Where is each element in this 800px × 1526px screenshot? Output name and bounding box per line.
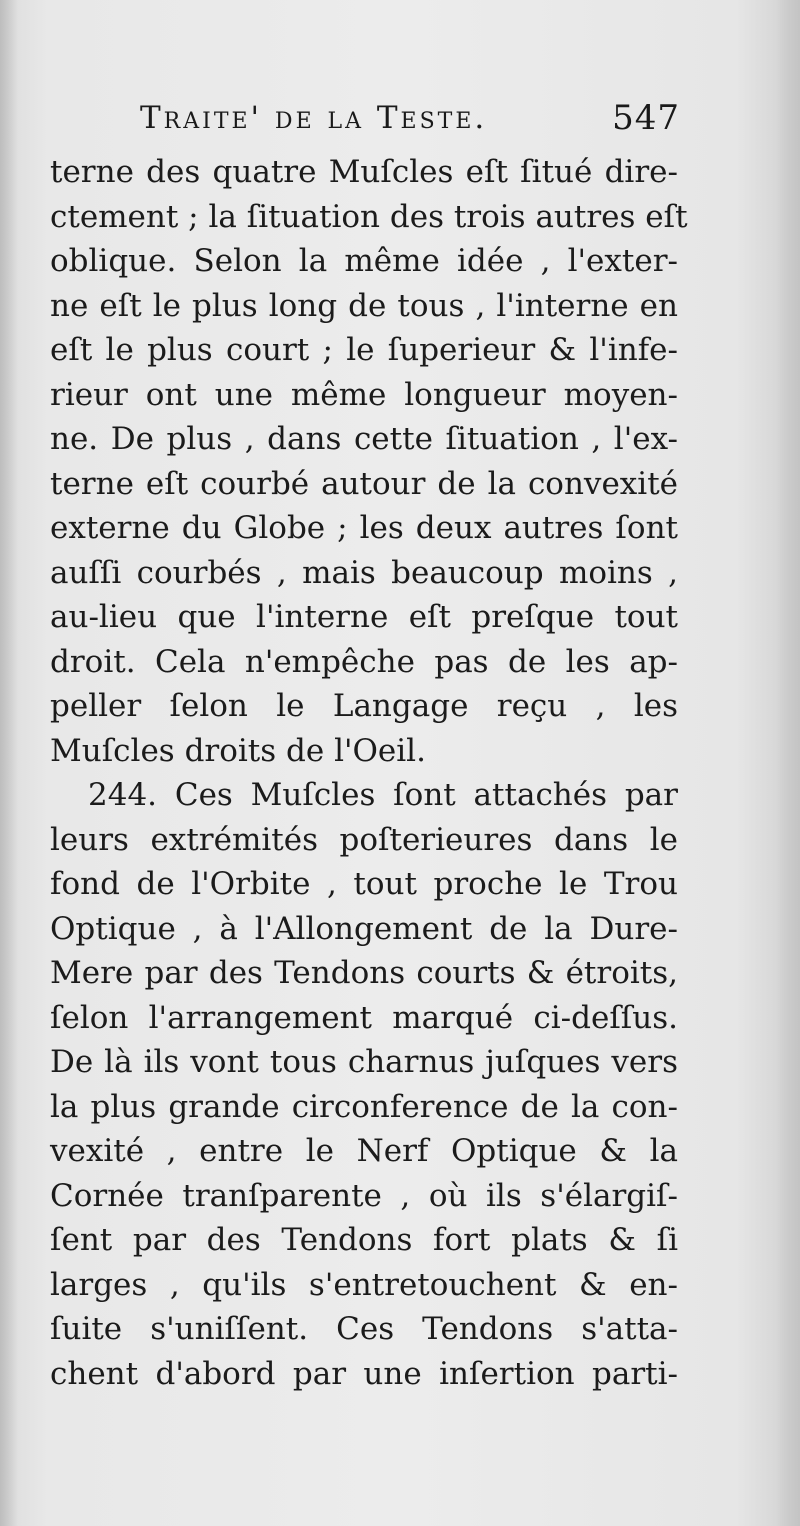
text-line: oblique. Selon la même idée , l'exter- bbox=[50, 243, 678, 279]
body-text bbox=[50, 150, 688, 1396]
text-line: rieur ont une même longueur moyen- bbox=[50, 376, 678, 413]
text-line: peller ſelon le Langage reçu , les bbox=[50, 688, 678, 724]
text-line: Mere par des Tendons courts & étroits, bbox=[50, 955, 678, 991]
text-line: ne eſt le plus long de tous , l'interne en bbox=[50, 287, 678, 324]
text-line: Optique , à l'Allongement de la Dure- bbox=[50, 910, 678, 947]
text-line: la plus grande circonference de la con- bbox=[50, 1088, 678, 1125]
text-line: vexité , entre le Nerf Optique & la bbox=[50, 1133, 678, 1169]
text-line: fond de l'Orbite , tout proche le Trou bbox=[50, 866, 678, 902]
text-line: De là ils vont tous charnus juſques vers bbox=[50, 1044, 678, 1080]
text-line: auſſi courbés , mais beaucoup moins , bbox=[50, 554, 678, 591]
running-head bbox=[140, 96, 680, 146]
paragraph-start-line: 244. Ces Muſcles ſont attachés par bbox=[88, 777, 678, 813]
running-title: Traite' de la Teste. bbox=[140, 100, 488, 136]
text-line: terne eſt courbé autour de la convexité bbox=[50, 465, 678, 502]
text-line: chent d'abord par une inſertion parti- bbox=[50, 1355, 678, 1392]
text-line: leurs extrémités poſterieures dans le bbox=[50, 821, 678, 858]
text-line: ſelon l'arrangement marqué ci-deſſus. bbox=[50, 999, 678, 1036]
text-line: larges , qu'ils s'entretouchent & en- bbox=[50, 1266, 678, 1303]
text-line: terne des quatre Muſcles eſt ſitué dire- bbox=[50, 154, 678, 190]
text-line: ctement ; la ſituation des trois autres eſt bbox=[50, 198, 688, 235]
text-line: droit. Cela n'empêche pas de les ap- bbox=[50, 643, 678, 680]
text-line: au-lieu que l'interne eſt preſque tout bbox=[50, 599, 678, 635]
text-line: eſt le plus court ; le ſuperieur & l'infe- bbox=[50, 332, 678, 368]
text-line: ne. De plus , dans cette ſituation , l'ex- bbox=[50, 421, 678, 457]
page-number: 547 bbox=[612, 98, 680, 138]
text-line: externe du Globe ; les deux autres ſont bbox=[50, 510, 678, 546]
text-line: ſuite s'uniſſent. Ces Tendons s'atta- bbox=[50, 1311, 678, 1347]
page-gutter-shadow bbox=[0, 0, 18, 1526]
page-edge-shadow bbox=[776, 0, 800, 1526]
text-line: ſent par des Tendons fort plats & ſi bbox=[50, 1222, 678, 1258]
text-line: Muſcles droits de l'Oeil. bbox=[50, 732, 426, 769]
text-line: Cornée tranſparente , où ils s'élargiſ- bbox=[50, 1177, 678, 1214]
